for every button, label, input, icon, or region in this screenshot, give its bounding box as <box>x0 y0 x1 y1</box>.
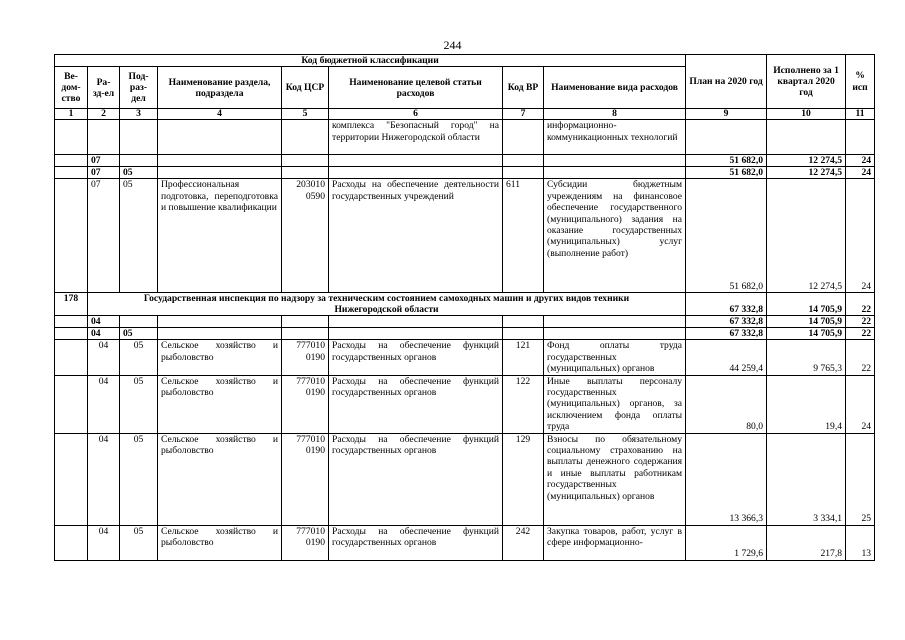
done-cell: 9 765,3 <box>767 340 846 375</box>
razdel-cell: 04 <box>88 525 120 560</box>
col-num: 2 <box>88 109 120 120</box>
section-name-cell: Сельское хозяйство и рыболовство <box>158 525 282 560</box>
header-csr: Код ЦСР <box>282 67 329 109</box>
table-row <box>55 525 875 560</box>
pct-cell: 24 <box>846 179 875 293</box>
done-cell: 3 334,1 <box>767 433 846 525</box>
col-num: 11 <box>846 109 875 120</box>
pct-cell: 22 <box>846 340 875 375</box>
razdel-cell: 04 <box>88 375 120 433</box>
header-plan: План на 2020 год <box>686 55 767 109</box>
table-row <box>55 316 875 328</box>
header-group-title: Код бюджетной классификации <box>55 55 686 67</box>
target-name-cell: Расходы на обеспечение функций государственных органов <box>329 525 503 560</box>
done-cell: 14 705,9 <box>767 328 846 340</box>
header-razdel: Ра-зд-ел <box>88 67 120 109</box>
header-vr: Код ВР <box>503 67 544 109</box>
header-name-razdel: Наименование раздела, подраздела <box>158 67 282 109</box>
table-row <box>55 179 875 293</box>
header-numbers-row <box>55 109 875 120</box>
header-done: Исполнено за 1 квартал 2020 год <box>767 55 846 109</box>
csr-part: 777010 <box>296 433 325 445</box>
pct-cell: 13 <box>846 525 875 560</box>
vr-name-cell: Иные выплаты персоналу государственных (муниципальных) органов, за исключением фонда оплаты труда <box>544 375 686 433</box>
target-name-cell: Расходы на обеспечение функций государственных органов <box>329 375 503 433</box>
csr-cell <box>282 375 329 433</box>
plan-cell: 44 259,4 <box>686 340 767 375</box>
agency-code-cell: 178 <box>55 293 88 316</box>
pct-cell: 22 <box>846 316 875 328</box>
agency-title-cell <box>88 293 686 316</box>
header-podrazdel: Под-раз-дел <box>120 67 158 109</box>
pct-cell: 22 <box>846 293 875 316</box>
header-group-row <box>55 55 875 67</box>
vr-name-cell: информационно-коммуникационных технологий <box>544 120 686 155</box>
col-num: 5 <box>282 109 329 120</box>
done-cell: 14 705,9 <box>767 293 846 316</box>
razdel-cell: 07 <box>88 155 120 167</box>
col-num: 7 <box>503 109 544 120</box>
razdel-cell: 04 <box>88 328 120 340</box>
done-cell: 12 274,5 <box>767 155 846 167</box>
vr-cell: 122 <box>503 375 544 433</box>
podrazdel-cell: 05 <box>120 433 158 525</box>
vr-name-cell: Закупка товаров, работ, услуг в сфере информационно- <box>544 525 686 560</box>
vr-cell: 129 <box>503 433 544 525</box>
table-row <box>55 155 875 167</box>
podrazdel-cell: 05 <box>120 525 158 560</box>
csr-cell <box>282 340 329 375</box>
section-name-cell: Профессиональная подготовка, переподготовка и повышение квалификации <box>158 179 282 293</box>
pct-cell: 25 <box>846 433 875 525</box>
table-row <box>55 167 875 179</box>
header-vedomstvo: Ве-дом-ство <box>55 67 88 109</box>
razdel-cell: 07 <box>88 179 120 293</box>
vr-cell: 242 <box>503 525 544 560</box>
table-row <box>55 375 875 433</box>
agency-row <box>55 293 875 316</box>
csr-part: 777010 <box>296 340 325 352</box>
csr-part: 0590 <box>305 190 325 202</box>
podrazdel-cell: 05 <box>120 179 158 293</box>
target-name-cell: комплекса "Безопасный город" на территории Нижегородской области <box>329 120 503 155</box>
razdel-cell: 04 <box>88 433 120 525</box>
pct-cell: 24 <box>846 155 875 167</box>
table-row <box>55 120 875 155</box>
pct-cell: 24 <box>846 375 875 433</box>
razdel-cell: 04 <box>88 340 120 375</box>
section-name-cell: Сельское хозяйство и рыболовство <box>158 375 282 433</box>
pct-cell: 22 <box>846 328 875 340</box>
plan-cell: 67 332,8 <box>686 316 767 328</box>
csr-part: 0190 <box>305 445 325 457</box>
section-name-cell: Сельское хозяйство и рыболовство <box>158 433 282 525</box>
col-num: 8 <box>544 109 686 120</box>
agency-title-line: Государственная инспекция по надзору за техническим состоянием самоходных машин и других видов техники <box>143 293 630 305</box>
col-num: 3 <box>120 109 158 120</box>
done-cell: 12 274,5 <box>767 167 846 179</box>
plan-cell: 67 332,8 <box>686 293 767 316</box>
csr-part: 777010 <box>296 525 325 537</box>
done-cell: 14 705,9 <box>767 316 846 328</box>
razdel-cell: 07 <box>88 167 120 179</box>
csr-cell <box>282 525 329 560</box>
vr-cell: 611 <box>503 179 544 293</box>
csr-part: 777010 <box>296 375 325 387</box>
table-row <box>55 433 875 525</box>
plan-cell: 51 682,0 <box>686 155 767 167</box>
vr-name-cell: Субсидии бюджетным учреждениям на финансовое обеспечение государственного (муниципального) задания на оказание государственных (муниципальных) услуг (выполнение работ) <box>544 179 686 293</box>
plan-cell: 67 332,8 <box>686 328 767 340</box>
header-name-vr: Наименование вида расходов <box>544 67 686 109</box>
plan-cell: 1 729,6 <box>686 525 767 560</box>
col-num: 4 <box>158 109 282 120</box>
target-name-cell: Расходы на обеспечение деятельности государственных учреждений <box>329 179 503 293</box>
target-name-cell: Расходы на обеспечение функций государственных органов <box>329 433 503 525</box>
csr-part: 0190 <box>305 537 325 549</box>
done-cell: 217,8 <box>767 525 846 560</box>
col-num: 10 <box>767 109 846 120</box>
agency-title-line: Нижегородской области <box>334 304 439 316</box>
header-name-target: Наименование целевой статьи расходов <box>329 67 503 109</box>
col-num: 6 <box>329 109 503 120</box>
plan-cell: 13 366,3 <box>686 433 767 525</box>
budget-table <box>54 54 875 561</box>
vr-cell: 121 <box>503 340 544 375</box>
target-name-cell: Расходы на обеспечение функций государственных органов <box>329 340 503 375</box>
vr-name-cell: Фонд оплаты труда государственных (муниципальных) органов <box>544 340 686 375</box>
section-name-cell: Сельское хозяйство и рыболовство <box>158 340 282 375</box>
table-row <box>55 340 875 375</box>
podrazdel-cell: 05 <box>120 375 158 433</box>
csr-part: 203010 <box>296 179 325 191</box>
csr-cell <box>282 179 329 293</box>
plan-cell: 51 682,0 <box>686 179 767 293</box>
header-pct: % исп <box>846 55 875 109</box>
done-cell: 12 274,5 <box>767 179 846 293</box>
csr-cell <box>282 433 329 525</box>
razdel-cell: 04 <box>88 316 120 328</box>
plan-cell: 51 682,0 <box>686 167 767 179</box>
podrazdel-cell: 05 <box>120 328 158 340</box>
col-num: 9 <box>686 109 767 120</box>
col-num: 1 <box>55 109 88 120</box>
pct-cell: 24 <box>846 167 875 179</box>
csr-part: 0190 <box>305 387 325 399</box>
csr-part: 0190 <box>305 351 325 363</box>
plan-cell: 80,0 <box>686 375 767 433</box>
page-number: 244 <box>443 38 462 52</box>
podrazdel-cell: 05 <box>120 167 158 179</box>
vr-name-cell: Взносы по обязательному социальному страхованию на выплаты денежного содержания и иные выплаты работникам государственных (муниципальных) органов <box>544 433 686 525</box>
table-row <box>55 328 875 340</box>
done-cell: 19,4 <box>767 375 846 433</box>
podrazdel-cell: 05 <box>120 340 158 375</box>
